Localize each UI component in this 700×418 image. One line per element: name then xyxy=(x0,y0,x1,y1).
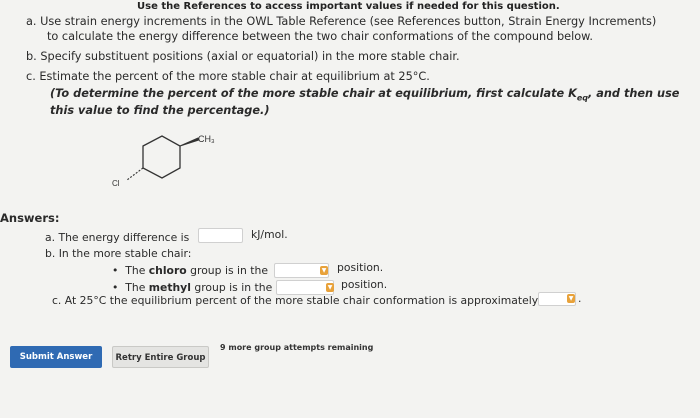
question-c-note-line2: this value to find the percentage.) xyxy=(50,104,270,117)
answer-a-row xyxy=(45,231,189,244)
molecule-structure xyxy=(110,128,220,212)
methyl-position-row: • The methyl group is in the xyxy=(112,281,273,294)
methyl-bold: methyl xyxy=(148,281,191,294)
energy-difference-input[interactable] xyxy=(198,228,243,243)
chloro-position-row: • The chloro group is in the xyxy=(112,264,268,277)
chloro-hash-bond xyxy=(127,168,143,180)
bullet: • xyxy=(112,281,119,294)
references-note: Use the References to access important values if needed for this question. xyxy=(137,1,560,12)
chloro-label: Cl xyxy=(112,179,120,188)
question-b: b. Specify substituent positions (axial or equatorial) in the more stable chair. xyxy=(26,50,460,63)
answer-c-period: . xyxy=(578,292,582,305)
cyclohexane-ring xyxy=(143,136,180,178)
bullet: • xyxy=(112,264,119,277)
chloro-position-suffix: position. xyxy=(337,261,384,274)
retry-entire-group-button[interactable]: Retry Entire Group xyxy=(112,346,209,368)
methyl-label: CH₃ xyxy=(198,134,215,144)
question-c: c. Estimate the percent of the more stable chair at equilibrium at 25°C. xyxy=(26,70,430,83)
chloro-select-chevron-icon[interactable]: ▼ xyxy=(321,267,327,274)
submit-answer-button[interactable]: Submit Answer xyxy=(10,346,102,368)
percent-select-chevron-icon[interactable]: ▼ xyxy=(568,295,574,302)
attempts-remaining: 9 more group attempts remaining xyxy=(220,343,374,352)
cyclohexane-drawing xyxy=(110,128,220,208)
energy-unit: kJ/mol. xyxy=(251,228,288,241)
keq-subscript: eq xyxy=(576,93,589,103)
answer-b-label: b. In the more stable chair: xyxy=(45,247,192,260)
question-a-line2: to calculate the energy difference between the two chair conformations of the compound below. xyxy=(47,30,593,43)
answer-c-label: c. At 25°C the equilibrium percent of the more stable chair conformation is approximately xyxy=(52,294,539,307)
answer-a-label: a. The energy difference is xyxy=(45,231,190,244)
question-a-line1: a. Use strain energy increments in the OWL Table Reference (see References button, Strain Energy Increments) xyxy=(26,15,657,28)
methyl-position-suffix: position. xyxy=(341,278,388,291)
chloro-bold: chloro xyxy=(148,264,187,277)
methyl-wedge-bond xyxy=(180,138,199,146)
methyl-select-chevron-icon[interactable]: ▼ xyxy=(327,284,333,291)
answers-heading: Answers: xyxy=(0,211,60,225)
question-c-note-line1: (To determine the percent of the more stable chair at equilibrium, first calculate $K_{eq}$, and then use xyxy=(50,87,680,103)
